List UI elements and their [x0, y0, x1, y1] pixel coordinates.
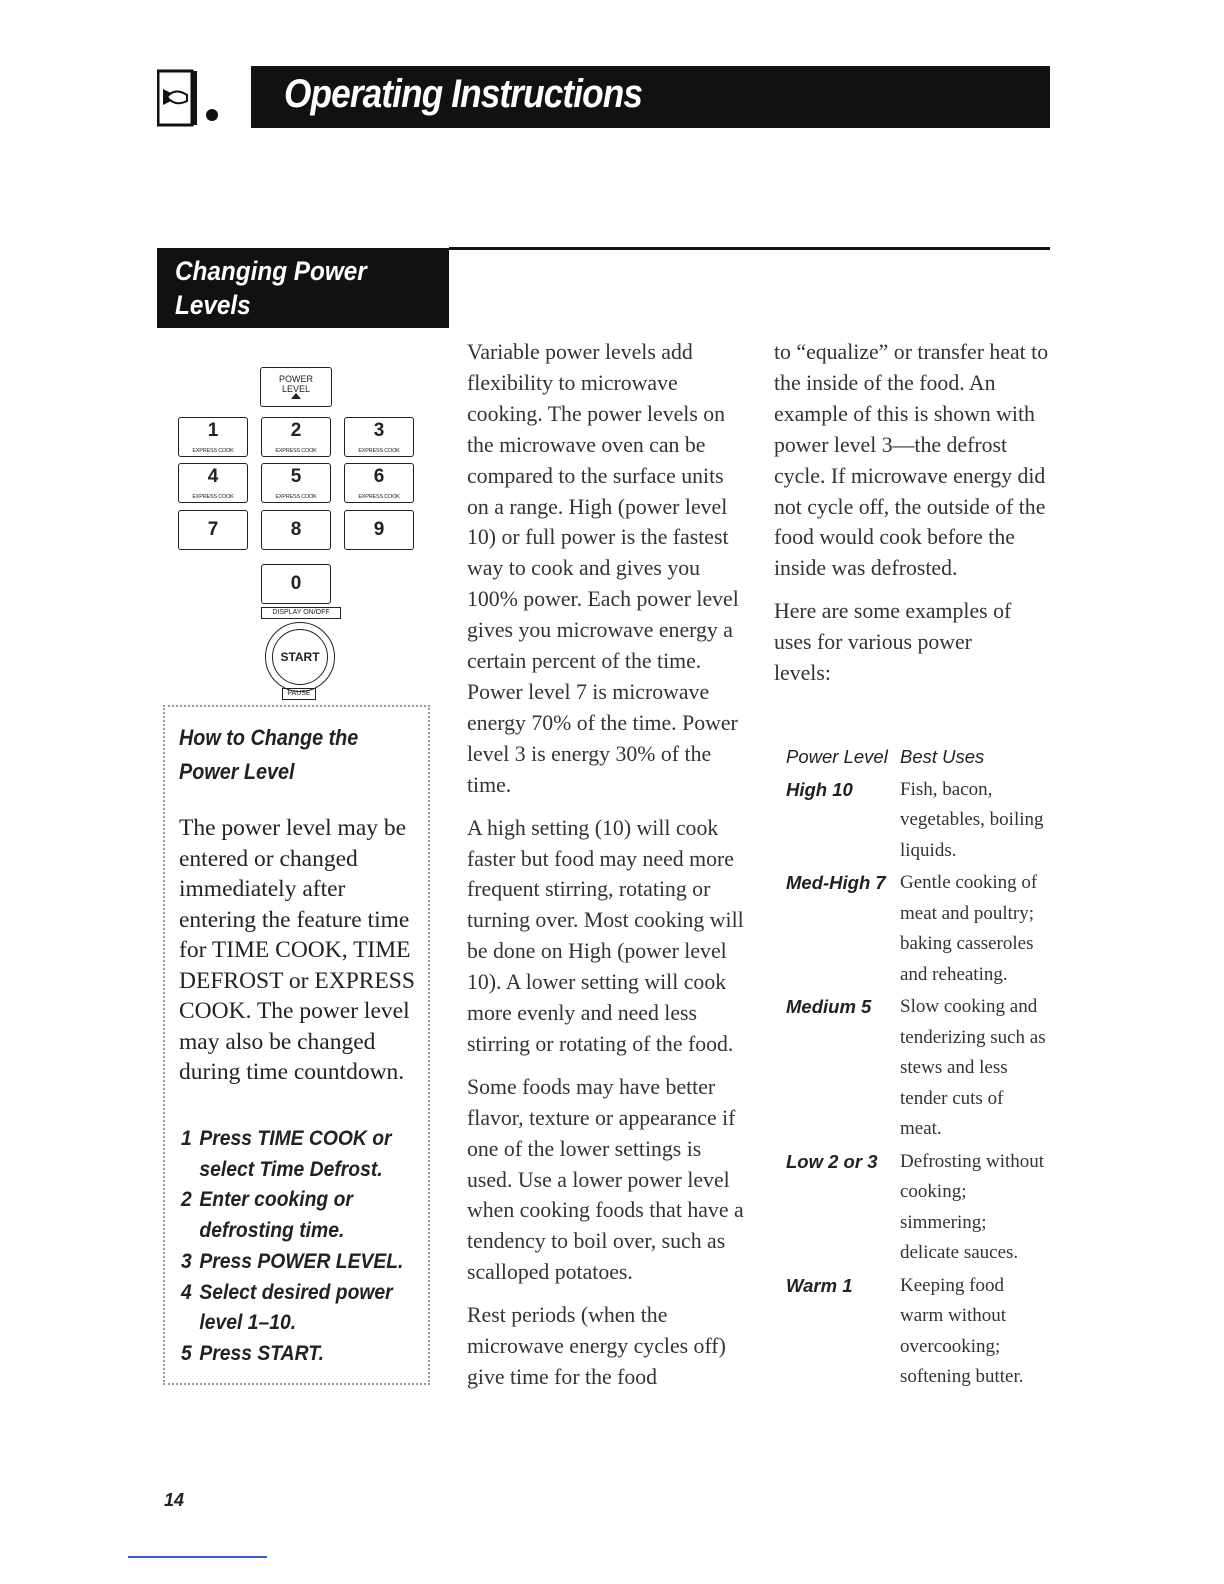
key-7: 7	[178, 510, 248, 550]
microwave-hand-icon	[157, 67, 219, 129]
table-cell-level: Low 2 or 3	[786, 1150, 878, 1172]
how-to-body: The power level may be entered or changed immediately after entering the feature time for TIME COOK, TIME DEFROST or EXPRESS COOK. The power level may also be changed during time countdown.	[179, 815, 415, 1085]
header-bar	[251, 66, 1050, 128]
key-9: 9	[344, 510, 414, 550]
table-cell-level: Warm 1	[786, 1274, 853, 1296]
table-row	[786, 868, 1048, 992]
power-level-line2: LEVEL	[281, 384, 311, 394]
body-column-2	[774, 337, 1050, 701]
table-cell-level: Med-High 7	[786, 872, 886, 893]
how-to-title-line1: How to Change the	[179, 725, 359, 750]
power-level-line1: POWER	[278, 374, 313, 384]
section-title	[175, 254, 367, 322]
paragraph: Variable power levels add flexibility to microwave cooking. The power levels on the microwave oven can be compared to the surface units on a range. High (power level 10) or full power is the fastest way to cook and gives you 100% power. Each power level gives you microwave energy a certain percent of the time. Power level 7 is microwave energy 70% of the time. Power level 3 is energy 30% of the time.	[467, 340, 739, 797]
start-button-illustration	[265, 622, 335, 692]
section-title-line1: Changing Power	[175, 256, 367, 286]
table-cell-uses: Defrosting without cooking; simmering; delicate sauces.	[900, 1150, 1045, 1263]
table-cell-level: Medium 5	[786, 996, 872, 1017]
paragraph: Rest periods (when the microwave energy cycles off) give time for the food	[467, 1303, 726, 1389]
table-row	[786, 775, 1048, 869]
table-header-level: Power Level	[786, 746, 888, 767]
page-number: 14	[164, 1490, 185, 1510]
table-row	[786, 1271, 1048, 1395]
keypad-illustration	[166, 340, 434, 702]
table-row	[786, 1147, 1048, 1271]
page-title: Operating Instructions	[284, 72, 643, 116]
key-3: 3 EXPRESS COOK	[344, 417, 414, 457]
paragraph: A high setting (10) will cook faster but food may need more frequent stirring, rotating or turning over. Most cooking will be done on High (power level 10). A lower setting will cook more evenly and need less stirring or rotating of the food.	[467, 815, 744, 1056]
key-0: 0	[261, 564, 331, 604]
paragraph: to “equalize” or transfer heat to the inside of the food. An example of this is shown with power level 3—the defrost cycle. If microwave energy did not cycle off, the outside of the food would cook before the inside was defrosted.	[774, 340, 1049, 581]
power-level-key	[260, 367, 332, 407]
section-rule	[449, 247, 1050, 250]
key-1: 1 EXPRESS COOK	[178, 417, 248, 457]
how-to-title	[179, 721, 358, 789]
table-cell-uses: Fish, bacon, vegetables, boiling liquids.	[900, 778, 1044, 861]
key-5: 5 EXPRESS COOK	[261, 463, 331, 503]
key-8: 8	[261, 510, 331, 550]
step-item: 2 Enter cooking or defrosting time.	[181, 1188, 353, 1243]
key-2: 2 EXPRESS COOK	[261, 417, 331, 457]
step-item: 4 Select desired power level 1–10.	[181, 1280, 393, 1335]
table-cell-level: High 10	[786, 778, 853, 800]
footer-rule	[128, 1556, 267, 1558]
step-item: 3 Press POWER LEVEL.	[181, 1249, 404, 1273]
step-item: 1 Press TIME COOK or select Time Defrost.	[181, 1127, 392, 1181]
paragraph: Some foods may have better flavor, texture or appearance if one of the lower settings is used. Use a lower power level when cooking foods that have a tendency to boil over, such as scalloped potatoes.	[467, 1074, 744, 1285]
section-title-box	[157, 248, 449, 328]
step-item: 5 Press START.	[181, 1341, 324, 1365]
table-header-uses: Best Uses	[900, 746, 985, 767]
paragraph: Here are some examples of uses for various power levels:	[774, 599, 1012, 686]
key-4: 4 EXPRESS COOK	[178, 463, 248, 503]
display-on-off-label: DISPLAY ON/OFF	[261, 607, 341, 619]
key-6: 6 EXPRESS COOK	[344, 463, 414, 503]
table-cell-uses: Gentle cooking of meat and poultry; baking casseroles and reheating.	[900, 872, 1038, 985]
table-row	[786, 992, 1048, 1147]
section-title-line2: Levels	[175, 290, 251, 320]
pause-label: PAUSE	[282, 688, 316, 700]
start-label: START	[272, 629, 328, 685]
table-header-row	[786, 742, 1048, 775]
table-cell-uses: Slow cooking and tenderizing such as stews and less tender cuts of meat.	[900, 996, 1046, 1139]
power-level-table	[786, 742, 1048, 1395]
up-arrow-icon	[291, 393, 301, 399]
how-to-steps	[181, 1124, 431, 1370]
how-to-title-line2: Power Level	[179, 759, 295, 784]
body-column-1	[467, 337, 745, 1405]
table-cell-uses: Keeping food warm without overcooking; softening butter.	[900, 1274, 1024, 1387]
